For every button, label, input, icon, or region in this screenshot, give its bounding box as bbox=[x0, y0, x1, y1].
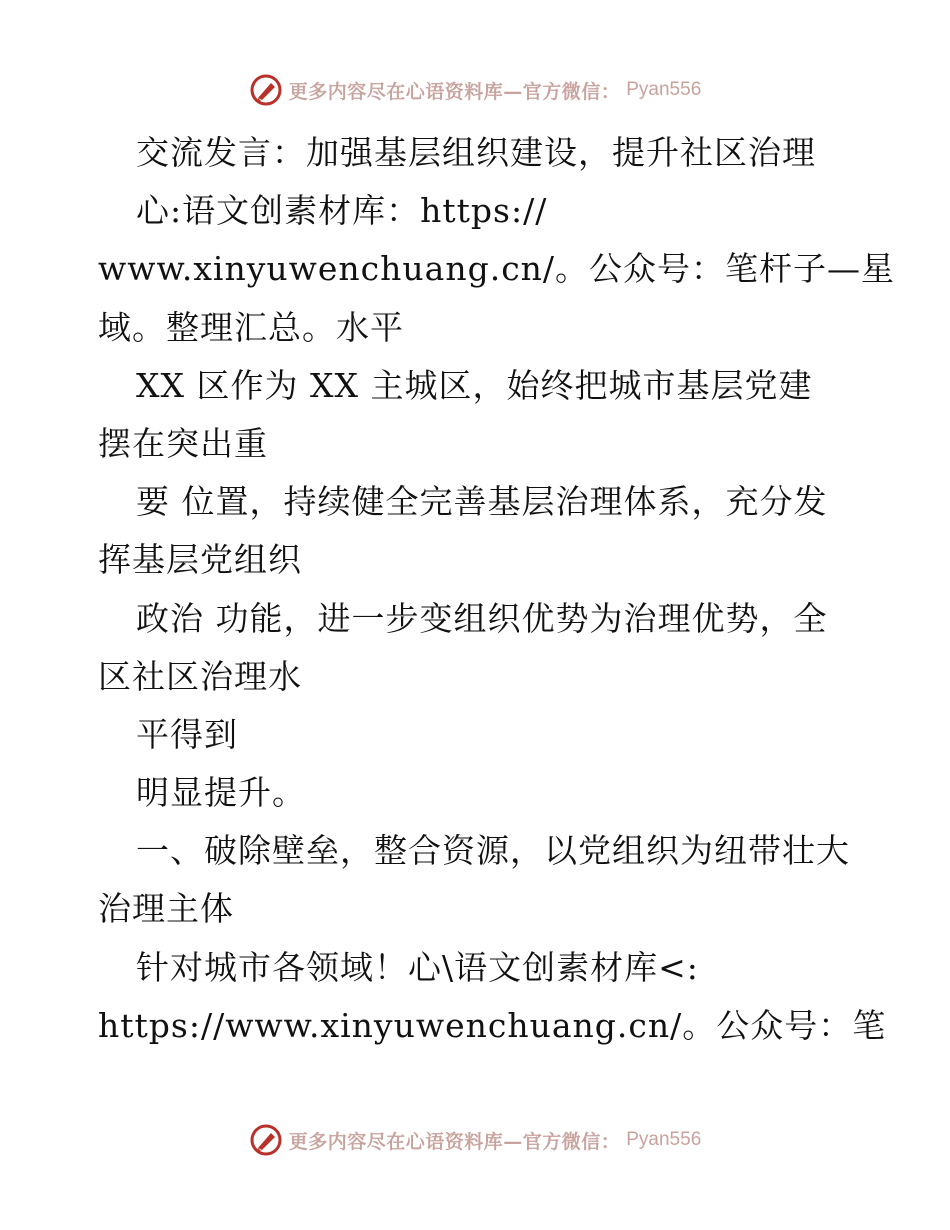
body-line-7: 要 位置，持续健全完善基层治理体系，充分发 bbox=[136, 482, 828, 522]
body-line-8: 挥基层党组织 bbox=[98, 540, 302, 580]
pen-logo-icon bbox=[249, 1123, 283, 1157]
header-wechat-id: Pyan556 bbox=[626, 79, 702, 100]
footer-wechat-id: Pyan556 bbox=[626, 1129, 702, 1150]
body-line-9: 政治 功能，进一步变组织优势为治理优势，全 bbox=[136, 598, 828, 638]
body-line-6: 摆在突出重 bbox=[98, 423, 268, 463]
header-banner-text: 更多内容尽在心语资料库—官方微信： bbox=[288, 80, 621, 103]
header-banner bbox=[0, 70, 950, 110]
pen-logo-icon bbox=[249, 73, 283, 107]
body-line-13: 一、破除壁垒，整合资源，以党组织为纽带壮大 bbox=[136, 831, 850, 871]
body-line-12: 明显提升。 bbox=[136, 773, 306, 813]
body-line-14: 治理主体 bbox=[98, 889, 234, 929]
body-line-5: XX 区作为 XX 主城区，始终把城市基层党建 bbox=[136, 365, 813, 405]
body-line-11: 平得到 bbox=[136, 714, 238, 754]
body-line-4: 域。整理汇总。水平 bbox=[98, 307, 404, 347]
document-body bbox=[98, 124, 896, 1055]
footer-banner bbox=[0, 1120, 950, 1160]
body-line-3: www.xinyuwenchuang.cn/。公众号：笔杆子—星 bbox=[98, 249, 896, 289]
body-line-10: 区社区治理水 bbox=[98, 656, 302, 696]
footer-banner-text: 更多内容尽在心语资料库—官方微信： bbox=[288, 1130, 621, 1153]
body-line-1: 交流发言：加强基层组织建设，提升社区治理 bbox=[136, 133, 816, 172]
body-line-16: https://www.xinyuwenchuang.cn/。公众号：笔 bbox=[98, 1005, 887, 1045]
body-line-15: 针对城市各领域！心\语文创素材库<: bbox=[136, 947, 699, 987]
body-line-2: 心:语文创素材库：https:// bbox=[136, 191, 548, 231]
